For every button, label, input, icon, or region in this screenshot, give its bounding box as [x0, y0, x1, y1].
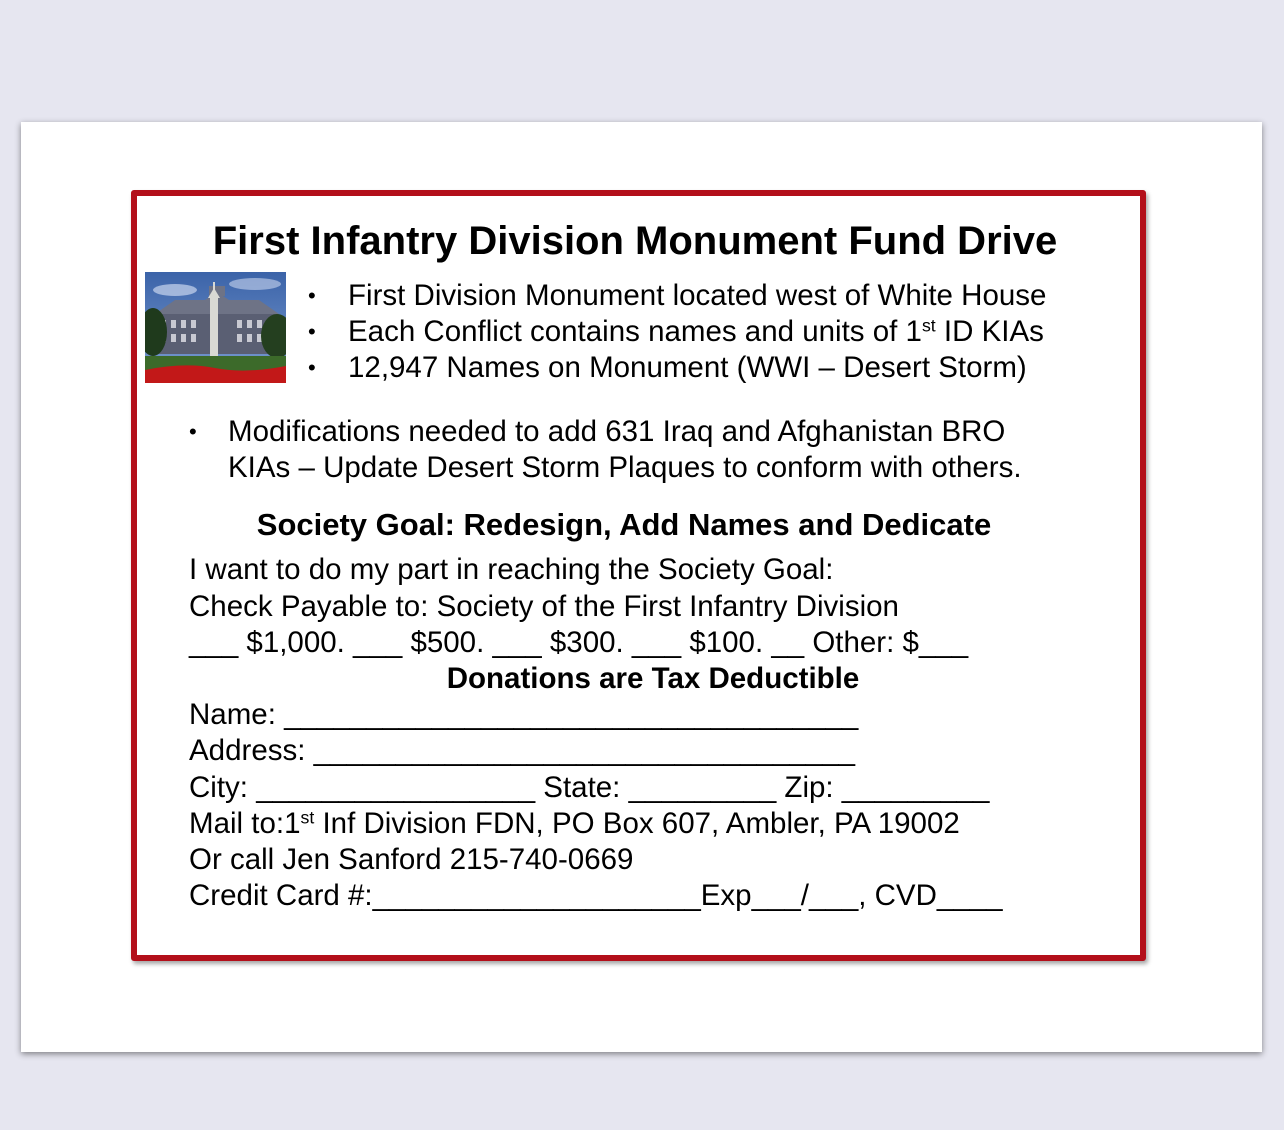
form-intro: I want to do my part in reaching the Society Goal: [189, 553, 834, 586]
society-goal-heading: Society Goal: Redesign, Add Names and Dedicate [256, 507, 992, 542]
bullet-marker: • [308, 319, 316, 344]
name-field-line: Name: ___________________________________ [189, 698, 859, 731]
bullet-marker: • [189, 419, 197, 444]
flyer-title: First Infantry Division Monument Fund Drive [212, 219, 1058, 263]
city-state-zip-line: City: _________________ State: _________ Zip: _________ [189, 771, 990, 804]
modifications-line-2: KIAs – Update Desert Storm Plaques to conform with others. [228, 451, 1022, 484]
check-payable-line: Check Payable to: Society of the First Infantry Division [189, 590, 899, 623]
bullet-conflict-names: Each Conflict contains names and units of 1st ID KIAs [348, 315, 1044, 348]
modifications-line-1: Modifications needed to add 631 Iraq and Afghanistan BRO [228, 415, 1006, 448]
bullet-marker: • [308, 283, 316, 308]
call-line: Or call Jen Sanford 215-740-0669 [189, 843, 634, 876]
mail-to-line: Mail to:1st Inf Division FDN, PO Box 607, Ambler, PA 19002 [189, 807, 960, 840]
bullet-names-count: 12,947 Names on Monument (WWI – Desert Storm) [348, 351, 1027, 384]
address-field-line: Address: _________________________________ [189, 734, 856, 767]
donation-amounts-line: ___ $1,000. ___ $500. ___ $300. ___ $100. __ Other: $___ [189, 626, 969, 659]
credit-card-line: Credit Card #:____________________Exp___/___, CVD____ [189, 879, 1003, 912]
bullet-marker: • [308, 355, 316, 380]
tax-deductible-note: Donations are Tax Deductible [446, 662, 860, 695]
monument-photo [145, 272, 286, 383]
bullet-monument-location: First Division Monument located west of White House [348, 279, 1047, 312]
